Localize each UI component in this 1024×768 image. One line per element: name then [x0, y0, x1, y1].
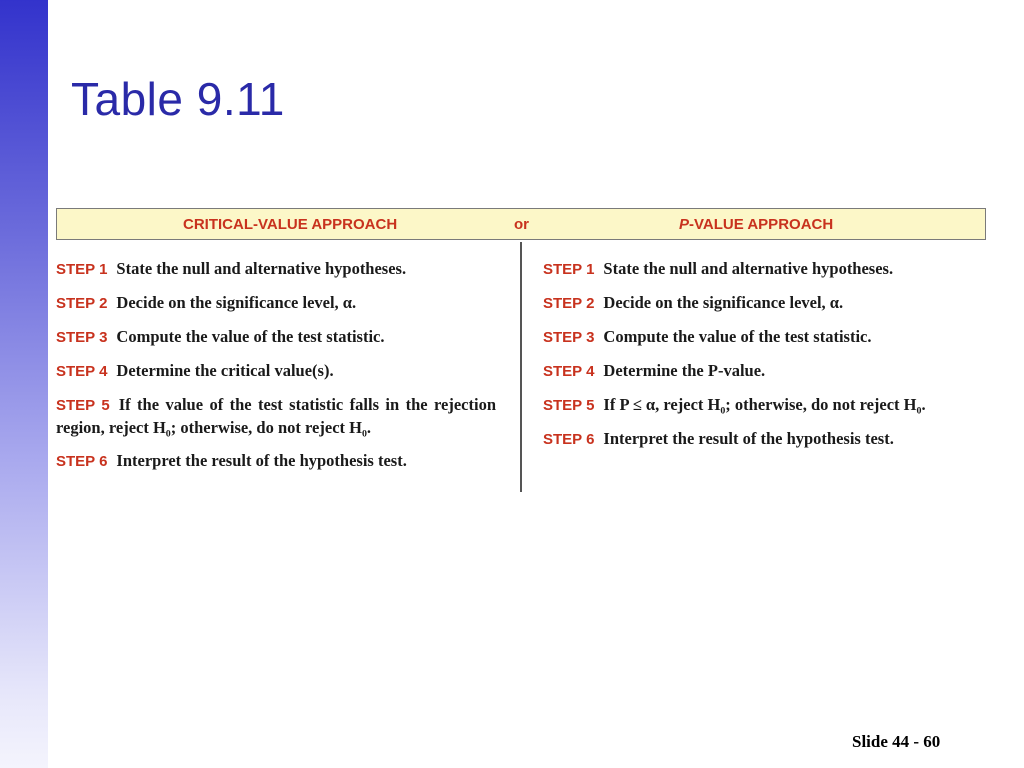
critical-value-column [56, 258, 496, 484]
pv-step-4 [543, 360, 983, 383]
step-text: Decide on the significance level, α. [603, 293, 844, 312]
cv-step-4 [56, 360, 496, 383]
step-text: Determine the P-value. [603, 361, 766, 380]
step-label: STEP 1 [56, 261, 108, 278]
step-label: STEP 2 [56, 295, 108, 312]
column-divider [520, 242, 522, 492]
pv-step-5 [543, 394, 983, 417]
step-label: STEP 1 [543, 261, 595, 278]
cv-step-3 [56, 326, 496, 349]
pv-step-1 [543, 258, 983, 281]
step-text: If P ≤ α, reject H₀; otherwise, do not reject H₀. [603, 395, 926, 414]
step-text: Interpret the result of the hypothesis test. [603, 429, 894, 448]
header-p-italic: P [679, 216, 690, 233]
step-text: State the null and alternative hypotheses. [116, 259, 407, 278]
step-label: STEP 4 [56, 363, 108, 380]
step-label: STEP 3 [543, 329, 595, 346]
header-p-value [679, 216, 833, 233]
step-label: STEP 5 [56, 397, 110, 414]
step-label: STEP 3 [56, 329, 108, 346]
pv-step-2 [543, 292, 983, 315]
sidebar-gradient [0, 0, 48, 768]
header-critical-value: CRITICAL-VALUE APPROACH [183, 216, 398, 233]
slide-number: Slide 44 - 60 [852, 732, 941, 751]
step-text: Compute the value of the test statistic. [116, 327, 385, 346]
step-text: Interpret the result of the hypothesis test. [116, 451, 407, 470]
step-text: Compute the value of the test statistic. [603, 327, 872, 346]
step-text: If the value of the test statistic falls in the rejection region, reject H₀; otherwise, do not reject H₀. [56, 395, 497, 437]
pv-step-6 [543, 428, 983, 451]
step-label: STEP 6 [56, 453, 108, 470]
step-label: STEP 2 [543, 295, 595, 312]
table-header [56, 208, 986, 240]
step-text: Decide on the significance level, α. [116, 293, 357, 312]
step-label: STEP 6 [543, 431, 595, 448]
cv-step-2 [56, 292, 496, 315]
slide-title: Table 9.11 [71, 73, 285, 125]
step-text: Determine the critical value(s). [116, 361, 334, 380]
header-p-rest: -VALUE APPROACH [689, 216, 834, 233]
cv-step-6 [56, 450, 496, 473]
step-label: STEP 4 [543, 363, 595, 380]
p-value-column [543, 258, 983, 462]
pv-step-3 [543, 326, 983, 349]
header-or: or [514, 216, 529, 233]
step-text: State the null and alternative hypotheses. [603, 259, 894, 278]
cv-step-5 [56, 394, 496, 439]
step-label: STEP 5 [543, 397, 595, 414]
cv-step-1 [56, 258, 496, 281]
